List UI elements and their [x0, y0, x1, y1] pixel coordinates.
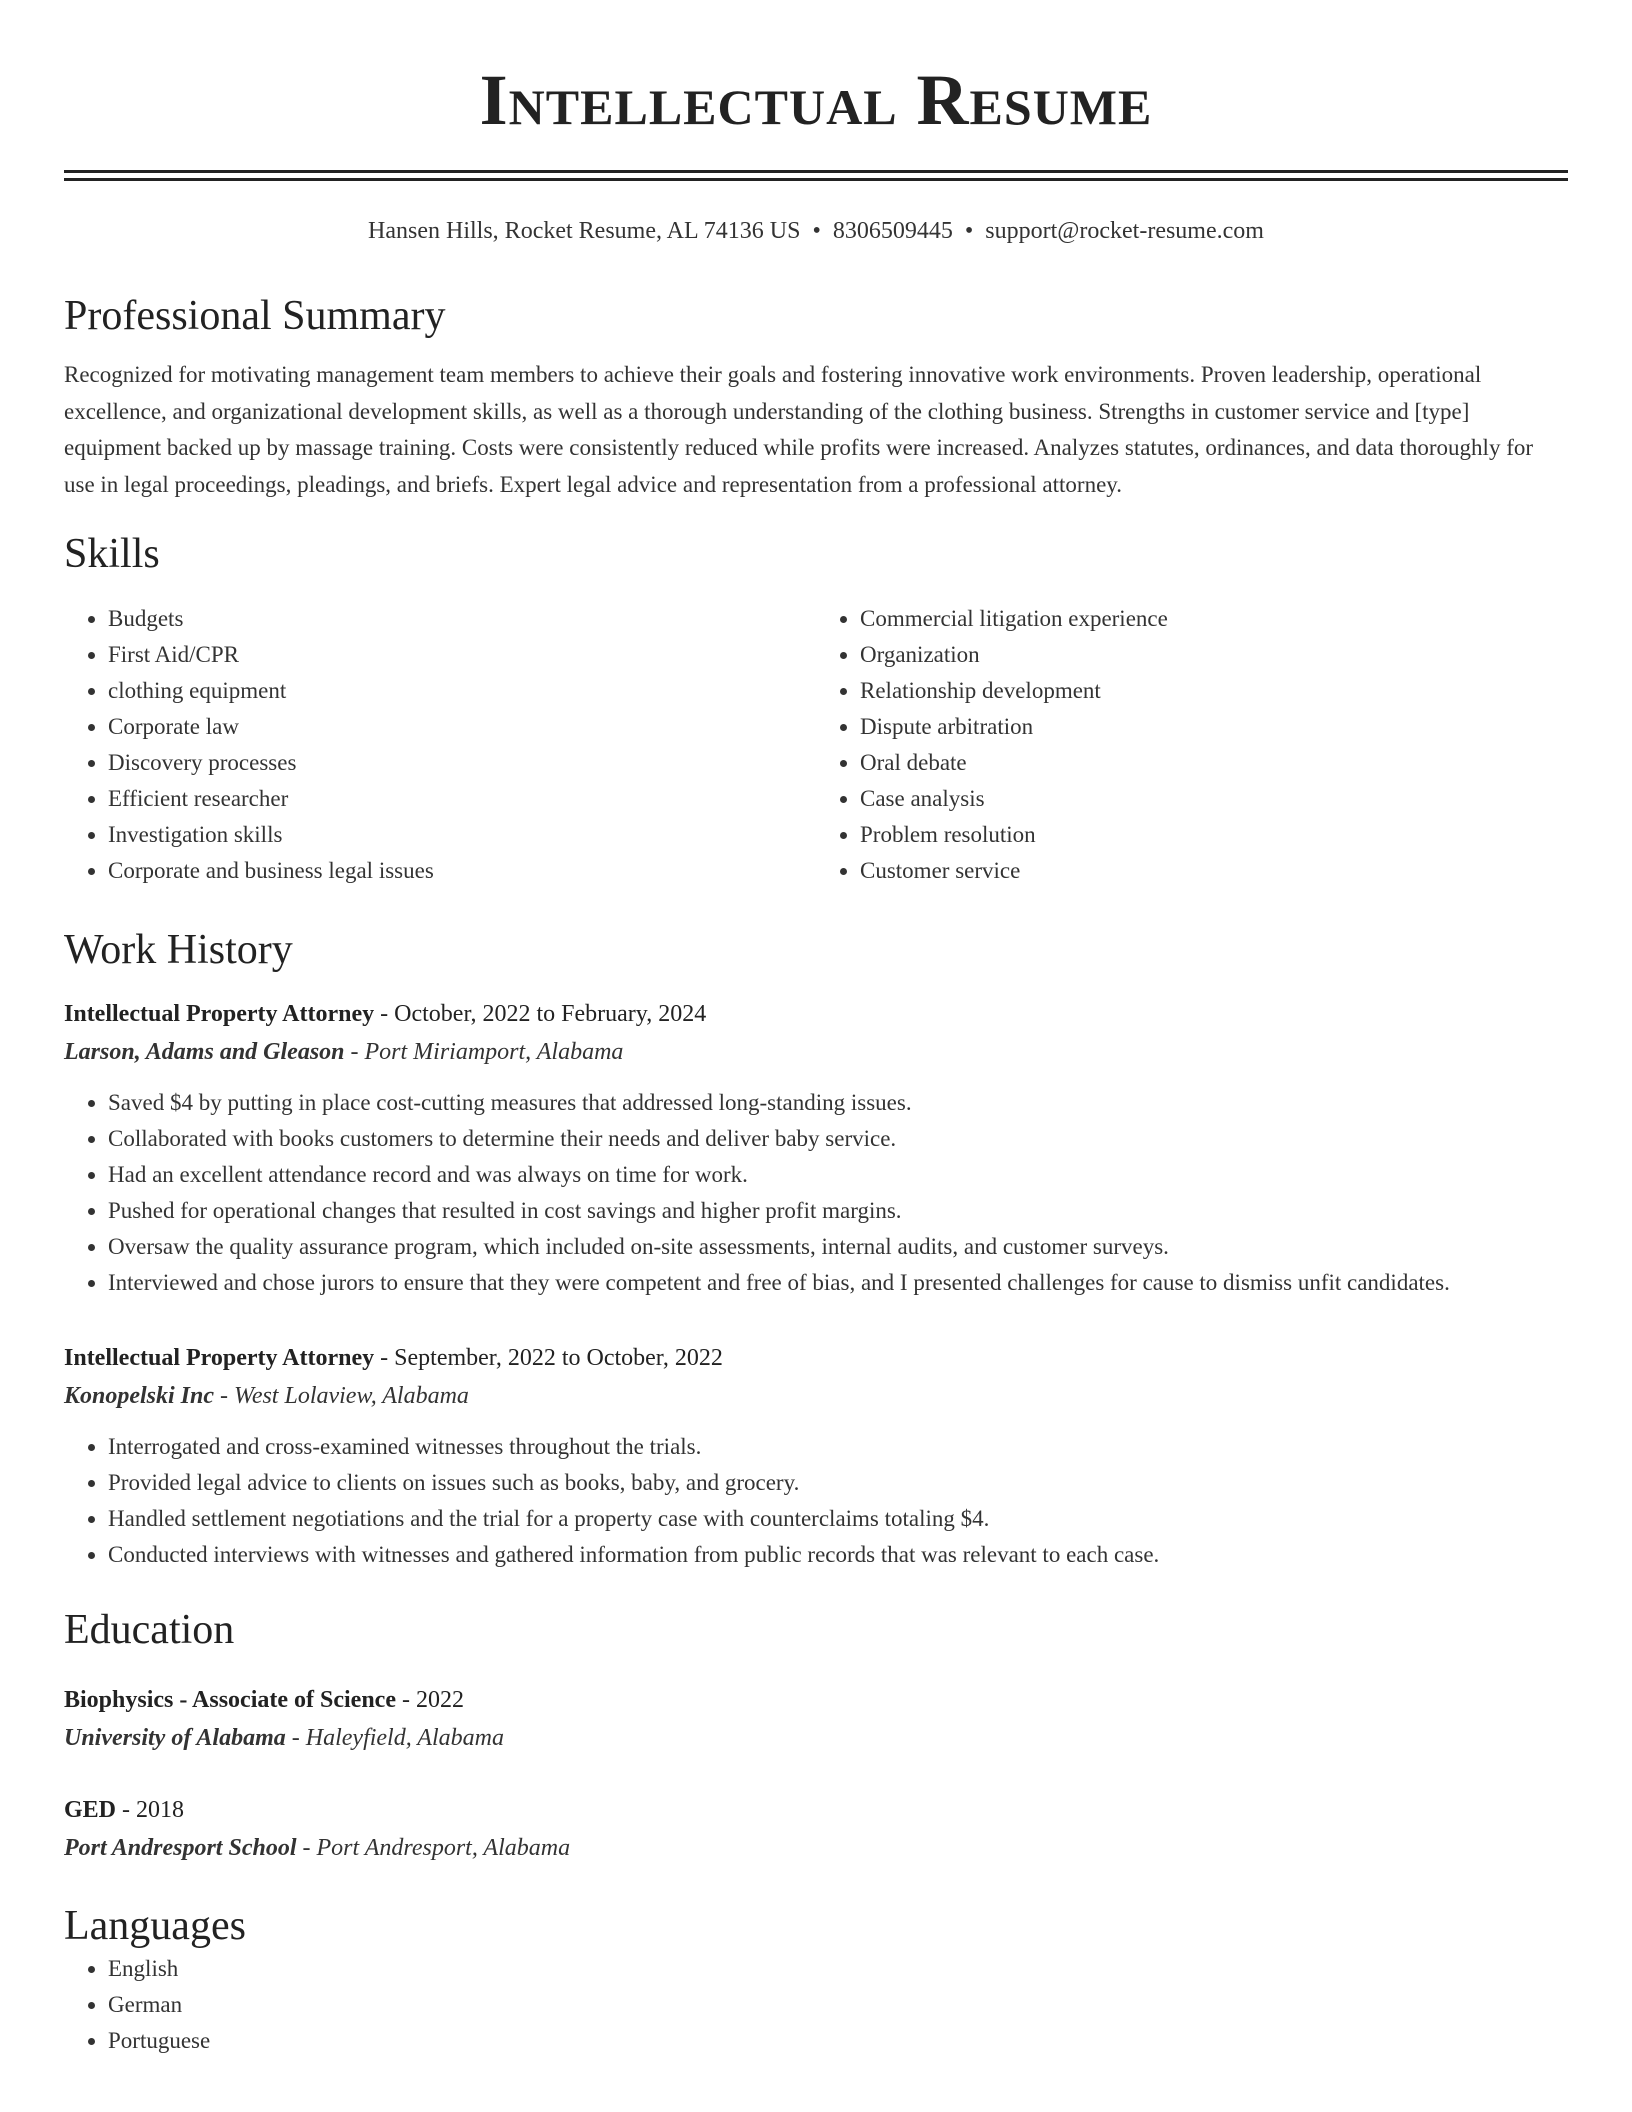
languages-list: [64, 1951, 1568, 2059]
skills-column-left: [64, 601, 816, 889]
skill-item: • Customer service: [860, 853, 1568, 889]
skill-item: • Commercial litigation experience: [860, 601, 1568, 637]
job-duties: [64, 1429, 1568, 1573]
skill-item: • First Aid/CPR: [108, 637, 816, 673]
job-duty: • Conducted interviews with witnesses and gathered information from public records that was relevant to each case.: [108, 1537, 1568, 1573]
skill-item: • Corporate law: [108, 709, 816, 745]
job-entry: [64, 995, 1568, 1301]
education-location: - Haleyfield, Alabama: [285, 1725, 504, 1751]
education-degree-line: [64, 1791, 1568, 1829]
skill-item: • Budgets: [108, 601, 816, 637]
job-location: - West Lolaview, Alabama: [214, 1383, 469, 1409]
work-history-heading: Work History: [64, 927, 293, 973]
job-employer: [64, 1377, 1568, 1415]
contact-separator: •: [812, 218, 821, 244]
job-duty: • Handled settlement negotiations and the trial for a property case with counterclaims totaling $4.: [108, 1501, 1568, 1537]
job-dates: - October, 2022 to February, 2024: [374, 1001, 707, 1027]
job-duty: • Interviewed and chose jurors to ensure that they were competent and free of bias, and I presented challenges for cause to dismiss unfit candidates.: [108, 1265, 1568, 1301]
skills-column-right: [816, 601, 1568, 889]
skill-item: • Efficient researcher: [108, 781, 816, 817]
resume-title: Intellectual Resume: [479, 60, 1153, 140]
contact-email: support@rocket-resume.com: [985, 218, 1264, 244]
skill-item: • Organization: [860, 637, 1568, 673]
skill-item: • Corporate and business legal issues: [108, 853, 816, 889]
job-duty: • Interrogated and cross-examined witnesses throughout the trials.: [108, 1429, 1568, 1465]
skill-item: • Discovery processes: [108, 745, 816, 781]
language-item: • German: [108, 1987, 1568, 2023]
summary-text: Recognized for motivating management team members to achieve their goals and fostering innovative work environments. Proven leadership, operational excellence, and organizational development skills, as well as a thorough understanding of the clothing business. Strengths in customer service and [type] equipment backed up by massage training. Costs were consistently reduced while profits were increased. Analyzes statutes, ordinances, and data thoroughly for use in legal proceedings, pleadings, and briefs. Expert legal advice and representation from a professional attorney.: [64, 362, 1534, 497]
skills-list: [64, 601, 1568, 889]
job-employer: [64, 1033, 1568, 1071]
skill-item: • Investigation skills: [108, 817, 816, 853]
education-entry: [64, 1681, 1568, 1757]
skill-item: • clothing equipment: [108, 673, 816, 709]
job-duty: • Pushed for operational changes that resulted in cost savings and higher profit margins.: [108, 1193, 1568, 1229]
job-duty: • Oversaw the quality assurance program, which included on-site assessments, internal audits, and customer surveys.: [108, 1229, 1568, 1265]
job-title: Intellectual Property Attorney: [64, 1001, 375, 1027]
skill-item: • Oral debate: [860, 745, 1568, 781]
job-duty: • Provided legal advice to clients on issues such as books, baby, and grocery.: [108, 1465, 1568, 1501]
education-entry: [64, 1791, 1568, 1867]
skills-heading: Skills: [64, 531, 160, 577]
job-title: Intellectual Property Attorney: [64, 1345, 375, 1371]
contact-phone: 8306509445: [832, 218, 953, 244]
job-duty: • Collaborated with books customers to determine their needs and deliver baby service.: [108, 1121, 1568, 1157]
contact-info: [64, 215, 1568, 247]
languages-heading: Languages: [64, 1903, 246, 1949]
education-school: University of Alabama: [64, 1725, 286, 1751]
job-duty: • Saved $4 by putting in place cost-cutting measures that addressed long-standing issues.: [108, 1085, 1568, 1121]
job-company: Larson, Adams and Gleason: [64, 1039, 345, 1065]
job-company: Konopelski Inc: [64, 1383, 215, 1409]
education-degree: Biophysics - Associate of Science: [64, 1687, 396, 1713]
education-school-line: [64, 1719, 1568, 1757]
job-header: [64, 995, 1568, 1033]
job-duty: • Had an excellent attendance record and was always on time for work.: [108, 1157, 1568, 1193]
job-header: [64, 1339, 1568, 1377]
education-year: - 2022: [395, 1687, 464, 1713]
education-location: - Port Andresport, Alabama: [296, 1835, 571, 1861]
title-double-rule: [64, 170, 1568, 181]
language-item: • Portuguese: [108, 2023, 1568, 2059]
education-heading: Education: [64, 1607, 235, 1653]
education-school: Port Andresport School: [64, 1835, 297, 1861]
job-duties: [64, 1085, 1568, 1301]
language-item: • English: [108, 1951, 1568, 1987]
education-degree-line: [64, 1681, 1568, 1719]
skill-item: • Case analysis: [860, 781, 1568, 817]
education-year: - 2018: [116, 1797, 185, 1823]
skill-item: • Dispute arbitration: [860, 709, 1568, 745]
skill-item: • Relationship development: [860, 673, 1568, 709]
skill-item: • Problem resolution: [860, 817, 1568, 853]
job-location: - Port Miriamport, Alabama: [344, 1039, 624, 1065]
contact-separator: •: [964, 218, 974, 244]
education-degree: GED: [64, 1797, 117, 1823]
job-dates: - September, 2022 to October, 2022: [374, 1345, 723, 1371]
job-entry: [64, 1339, 1568, 1573]
education-school-line: [64, 1829, 1568, 1867]
summary-heading: Professional Summary: [64, 293, 446, 339]
contact-address: Hansen Hills, Rocket Resume, AL 74136 US: [368, 218, 801, 244]
